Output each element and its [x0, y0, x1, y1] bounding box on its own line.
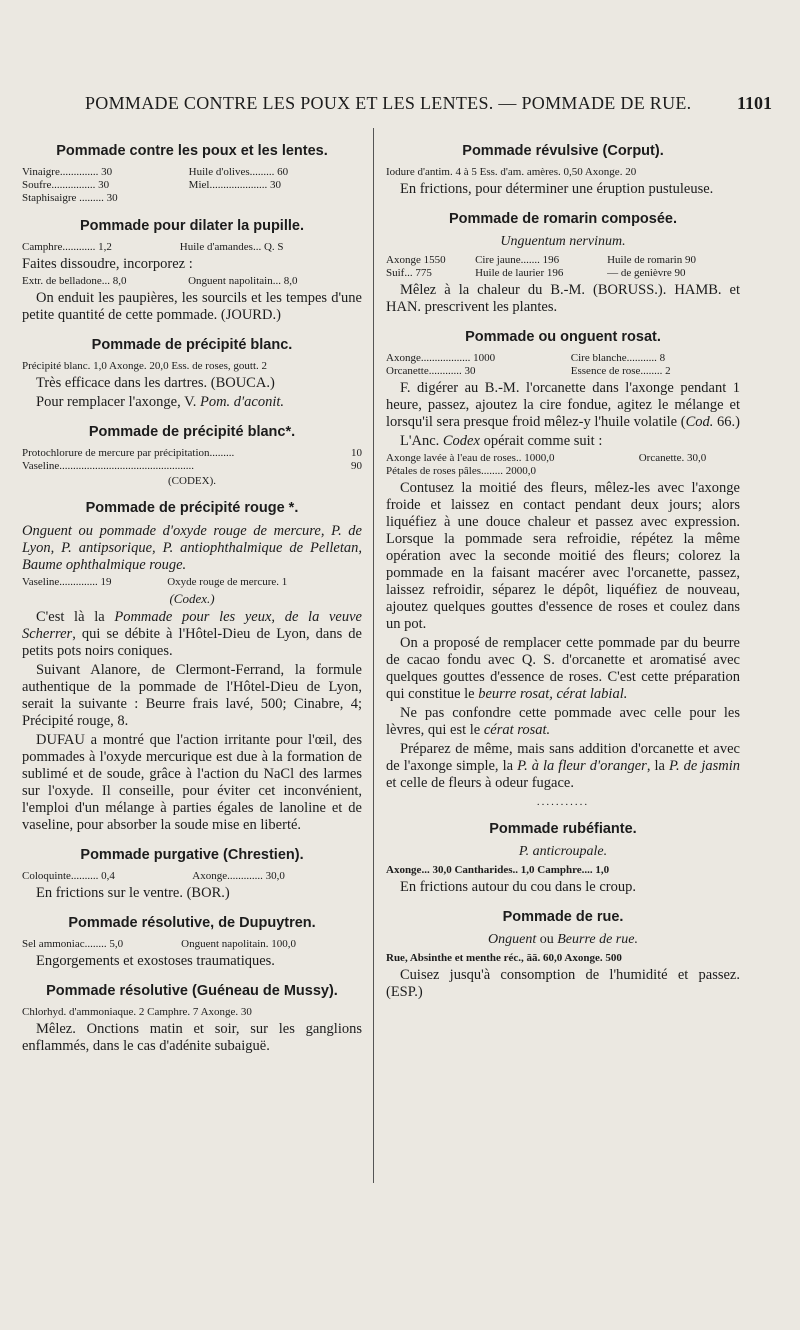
italic-text: Onguent [488, 932, 537, 947]
paragraph: Suivant Alanore, de Clermont-Ferrand, la formule authentique de la pommade de l'Hôtel-Dieu de Lyon, serait la suivante : Beurre frais lavé, 500; Cinabre, 4; Précipité rouge, 8. [22, 662, 362, 729]
table-cell: Sel ammoniac........ 5,0 [22, 938, 124, 950]
section-title: Pommade de romarin composée. [448, 211, 678, 227]
source-citation: (Codex.) [169, 591, 215, 606]
text-span: , qui se débite à l'Hôtel-Dieu de Lyon, dans de petits pots noirs coniques. [22, 626, 362, 659]
paragraph: En frictions autour du cou dans le croup. [400, 879, 636, 895]
page-number: 1101 [736, 93, 772, 113]
left-column [22, 130, 362, 1057]
italic-text: Beurre de rue. [557, 932, 638, 947]
paragraph: Contusez la moitié des fleurs, mêlez-les avec l'axonge froide et laissez en contact pendant deux jours; alors liquéfiez à une douce chaleur et passez avec expression. Lorsque la pommade sera refroidie, répétez la même opération avec la seconde moitié des fleurs; colorez la pommade en la faisant macérer avec l'orcanette, passez, laissez refroidir, séparez le dépôt, liquéfiez de nouveau, ajoutez quelques gouttes d'essence de roses et coulez dans un pot. [386, 480, 740, 632]
table-cell: Coloquinte.......... 0,4 [22, 870, 115, 882]
table-cell [639, 465, 740, 478]
table-cell: Huile de laurier 196 [475, 267, 564, 279]
table-cell [189, 192, 362, 205]
section-title: Pommade de précipité blanc. [91, 337, 293, 353]
paragraph [386, 635, 740, 703]
table-cell: Onguent napolitain. 100,0 [181, 938, 297, 950]
table-row [22, 179, 362, 192]
right-column [386, 130, 740, 1003]
table-row [22, 460, 362, 473]
italic-text: Codex [442, 433, 480, 449]
table-cell: Vaseline................................................. [22, 460, 195, 472]
text-span: ou [536, 932, 558, 947]
paragraph [386, 741, 740, 792]
table-row [386, 254, 740, 267]
text-span: , la [646, 758, 669, 774]
ingredients-line: Rue, Absinthe et menthe réc., āā. 60,0 Axonge. 500 [386, 952, 622, 964]
table-row [22, 192, 362, 205]
ingredients-table [22, 166, 362, 205]
table-row [22, 275, 362, 288]
table-row [22, 447, 362, 460]
column-divider [373, 128, 374, 1183]
text-span: F. digérer au B.-M. l'orcanette dans l'axonge pendant 1 heure, passez, ajoutez la cire fondue, agitez le mélange et lorsqu'il sera presque froid mêlez-y l'huile volatile ( [386, 380, 740, 430]
ingredients-line: Iodure d'antim. 4 à 5 Ess. d'am. amères. 0,50 Axonge. 20 [386, 166, 637, 178]
italic-text: P. de jasmin [668, 758, 740, 774]
table-cell: — de genièvre 90 [607, 267, 686, 279]
table-cell: Orcanette............ 30 [386, 365, 476, 377]
text-span: Pour remplacer l'axonge, V. [36, 394, 200, 410]
table-cell: Onguent napolitain... 8,0 [188, 275, 298, 287]
ingredients-line: Axonge... 30,0 Cantharides.. 1,0 Camphre.... 1,0 [386, 864, 610, 876]
text-span: et celle de fleurs à odeur fugace. [386, 775, 574, 791]
paragraph [386, 380, 740, 431]
ingredients-line: Précipité blanc. 1,0 Axonge. 20,0 Ess. de roses, goutt. 2 [22, 360, 268, 372]
section-title: Pommade de précipité rouge *. [85, 500, 299, 516]
table-cell: Axonge.................. 1000 [386, 352, 496, 364]
paragraph: Cuisez jusqu'à consomption de l'humidité et passez. (ESP.) [386, 967, 740, 1000]
table-cell: Cire blanche........... 8 [570, 352, 666, 364]
ingredients-table [22, 275, 362, 288]
table-cell: Staphisaigre ......... 30 [22, 192, 118, 204]
section-title: Pommade ou onguent rosat. [465, 329, 661, 345]
italic-text: Cod. [685, 414, 714, 430]
paragraph: Très efficace dans les dartres. (BOUCA.) [36, 375, 275, 391]
text-span: Préparez de même, mais sans addition d'orcanette et avec de l'axonge simple, la [386, 741, 740, 774]
section-title: Pommade de précipité blanc*. [88, 424, 296, 440]
paragraph: En frictions, pour déterminer une éruption pustuleuse. [400, 181, 714, 197]
ingredients-table [386, 352, 740, 378]
table-row [22, 576, 362, 589]
table-cell: Huile de romarin 90 [607, 254, 696, 266]
ingredients-table [22, 576, 362, 589]
table-row [22, 166, 362, 179]
table-cell: Axonge............. 30,0 [192, 870, 285, 882]
paragraph: DUFAU a montré que l'action irritante pour l'œil, des pommades à l'oxyde mercurique est due à la formation de sublimé et de soude, grâce à l'action du NaCl des larmes sur l'oxyde. Il conseille, pour éviter cet inconvénient, l'emploi d'un mélange à parties égales de lanoline et de vaseline, pour absorber la soude mise en liberté. [22, 732, 362, 833]
section-title: Pommade révulsive (Corput). [462, 143, 664, 159]
italic-text: cérat rosat. [483, 722, 551, 738]
table-row [386, 352, 740, 365]
section-title: Pommade résolutive (Guéneau de Mussy). [46, 983, 338, 999]
paragraph: On enduit les paupières, les sourcils et les tempes d'une petite quantité de cette pommade. (JOURD.) [22, 290, 362, 323]
table-row [386, 365, 740, 378]
section-title: Pommade pour dilater la pupille. [80, 218, 304, 234]
table-cell: Orcanette. 30,0 [638, 452, 707, 464]
paragraph [22, 609, 362, 660]
ingredients-table [22, 241, 362, 254]
table-cell: Axonge 1550 [386, 254, 446, 266]
table-row [386, 267, 740, 280]
table-cell: Vaseline.............. 19 [22, 576, 112, 588]
running-head: POMMADE CONTRE LES POUX ET LES LENTES. — POMMADE DE RUE. [85, 93, 692, 113]
table-row [22, 870, 362, 883]
separator: ........... [536, 796, 590, 808]
table-cell: Vinaigre.............. 30 [22, 166, 113, 178]
table-row [386, 452, 740, 465]
table-cell: Camphre............ 1,2 [22, 241, 112, 253]
table-cell: Oxyde rouge de mercure. 1 [167, 576, 288, 588]
italic-text: beurre rosat, cérat labial. [478, 686, 628, 702]
table-cell: Cire jaune....... 196 [475, 254, 560, 266]
table-cell: 10 [351, 447, 362, 459]
table-cell: Huile d'amandes... Q. S [179, 241, 284, 253]
ingredients-table [22, 447, 362, 473]
paragraph: Mêlez. Onctions matin et soir, sur les ganglions enflammés, dans le cas d'adénite subaiguë. [22, 1021, 362, 1054]
italic-text: P. à la fleur d'oranger [517, 758, 647, 774]
section-title: Pommade résolutive, de Dupuytren. [68, 915, 316, 931]
ingredients-table [386, 452, 740, 478]
table-cell: Axonge lavée à l'eau de roses.. 1000,0 [386, 452, 555, 464]
section-title: Pommade contre les poux et les lentes. [56, 143, 328, 159]
text-span: Ne pas confondre cette pommade avec celle pour les lèvres, qui est le [386, 705, 740, 738]
cross-reference: Pom. d'aconit. [199, 394, 285, 410]
paragraph [22, 394, 362, 411]
text-span: C'est là la [36, 609, 115, 625]
italic-text: Pommade pour les yeux, de la veuve Scherrer [22, 609, 362, 642]
table-row [386, 465, 740, 478]
table-cell: 90 [351, 460, 362, 472]
section-title: Pommade purgative (Chrestien). [80, 847, 304, 863]
ingredients-table [22, 870, 362, 883]
text-span: opérait comme suit : [479, 433, 603, 449]
paragraph: Mêlez à la chaleur du B.-M. (BORUSS.). HAMB. et HAN. prescrivent les plantes. [386, 282, 740, 315]
table-cell: Soufre................ 30 [22, 179, 110, 191]
section-subtitle: P. anticroupale. [518, 844, 608, 859]
ingredients-line: Chlorhyd. d'ammoniaque. 2 Camphre. 7 Axonge. 30 [22, 1006, 252, 1018]
text-span: 66.) [713, 414, 740, 430]
paragraph: Engorgements et exostoses traumatiques. [36, 953, 275, 969]
table-row [22, 241, 362, 254]
table-cell: Extr. de belladone... 8,0 [22, 275, 127, 287]
synonyms [386, 932, 740, 948]
table-cell: Essence de rose........ 2 [570, 365, 671, 377]
table-cell: Miel..................... 30 [188, 179, 281, 191]
paragraph: En frictions sur le ventre. (BOR.) [36, 885, 230, 901]
section-title: Pommade de rue. [502, 909, 624, 925]
section-subtitle: Unguentum nervinum. [500, 234, 626, 249]
text-span: L'Anc. [400, 433, 443, 449]
ingredients-table [386, 254, 740, 280]
table-cell: Protochlorure de mercure par précipitation......... [22, 447, 235, 459]
paragraph [386, 433, 740, 450]
synonyms: Onguent ou pommade d'oxyde rouge de mercure, P. de Lyon, P. antipsorique, P. antiophthalmique de Pelletan, Baume ophthalmique rouge. [22, 523, 362, 573]
paragraph: Faites dissoudre, incorporez : [22, 256, 193, 272]
table-cell: Suif... 775 [386, 267, 432, 279]
text-span: On a proposé de remplacer cette pommade par du beurre de cacao fondu avec Q. S. d'orcanette et aromatisé avec quelques gouttes d'essence de roses. C'est cette préparation qui constitue le [386, 635, 740, 702]
ingredients-table [22, 938, 362, 951]
source-citation: (CODEX). [168, 475, 216, 487]
section-title: Pommade rubéfiante. [489, 821, 637, 837]
table-row [22, 938, 362, 951]
paragraph [386, 705, 740, 739]
table-cell: Huile d'olives......... 60 [188, 166, 289, 178]
table-cell: Pétales de roses pâles........ 2000,0 [386, 465, 536, 477]
